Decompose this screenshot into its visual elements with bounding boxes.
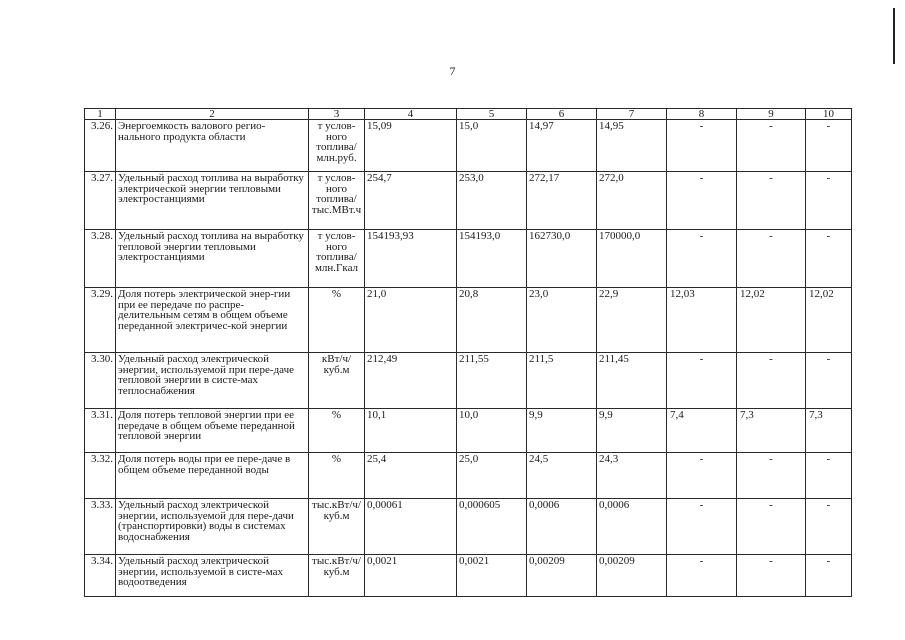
header-cell: 6 <box>527 109 597 120</box>
indicator-name: Удельный расход топлива на выработку тепловой энергии тепловыми электростанциями <box>116 230 309 288</box>
value-col4: 0,00061 <box>365 499 457 555</box>
header-cell: 1 <box>85 109 116 120</box>
value-col4: 212,49 <box>365 353 457 409</box>
value-col7: 14,95 <box>597 120 667 172</box>
page-number: 7 <box>449 64 456 78</box>
value-col8: - <box>667 230 737 288</box>
value-col7: 211,45 <box>597 353 667 409</box>
value-col6: 9,9 <box>527 409 597 453</box>
table-row <box>85 409 852 453</box>
unit: % <box>309 409 365 453</box>
value-col4: 10,1 <box>365 409 457 453</box>
row-number: 3.30. <box>85 353 116 409</box>
unit: тыс.кВт/ч/ куб.м <box>309 499 365 555</box>
value-col6: 0,0006 <box>527 499 597 555</box>
value-col8: - <box>667 453 737 499</box>
table-row <box>85 353 852 409</box>
value-col4: 254,7 <box>365 172 457 230</box>
value-col6: 0,00209 <box>527 555 597 597</box>
value-col9: - <box>737 230 806 288</box>
value-col10: - <box>806 499 852 555</box>
value-col6: 272,17 <box>527 172 597 230</box>
value-col5: 253,0 <box>457 172 527 230</box>
unit: % <box>309 288 365 353</box>
indicator-name: Доля потерь тепловой энергии при ее передаче в общем объеме переданной тепловой энергии <box>116 409 309 453</box>
value-col9: 7,3 <box>737 409 806 453</box>
value-col9: 12,02 <box>737 288 806 353</box>
value-col6: 23,0 <box>527 288 597 353</box>
value-col6: 162730,0 <box>527 230 597 288</box>
value-col8: - <box>667 499 737 555</box>
value-col8: 12,03 <box>667 288 737 353</box>
row-number: 3.26. <box>85 120 116 172</box>
value-col5: 20,8 <box>457 288 527 353</box>
table-row <box>85 230 852 288</box>
row-number: 3.27. <box>85 172 116 230</box>
value-col9: - <box>737 499 806 555</box>
value-col4: 154193,93 <box>365 230 457 288</box>
unit: т услов-ного топлива/ млн.Гкал <box>309 230 365 288</box>
value-col7: 0,00209 <box>597 555 667 597</box>
value-col7: 170000,0 <box>597 230 667 288</box>
unit: кВт/ч/куб.м <box>309 353 365 409</box>
header-cell: 7 <box>597 109 667 120</box>
unit: % <box>309 453 365 499</box>
value-col10: - <box>806 230 852 288</box>
indicator-name: Удельный расход электрической энергии, используемой при пере-даче тепловой энергии в систе-мах теплоснабжения <box>116 353 309 409</box>
value-col10: - <box>806 172 852 230</box>
value-col10: - <box>806 555 852 597</box>
unit: т услов-ного топлива/ тыс.МВт.ч <box>309 172 365 230</box>
value-col5: 15,0 <box>457 120 527 172</box>
value-col9: - <box>737 353 806 409</box>
value-col4: 15,09 <box>365 120 457 172</box>
table-row <box>85 499 852 555</box>
value-col6: 24,5 <box>527 453 597 499</box>
value-col9: - <box>737 555 806 597</box>
value-col8: - <box>667 555 737 597</box>
value-col7: 0,0006 <box>597 499 667 555</box>
value-col8: - <box>667 120 737 172</box>
row-number: 3.28. <box>85 230 116 288</box>
value-col7: 9,9 <box>597 409 667 453</box>
table-row <box>85 453 852 499</box>
indicator-name: Доля потерь электрической энер-гии при ее передаче по распре-делительным сетям в общем объеме переданной электричес-кой энергии <box>116 288 309 353</box>
value-col7: 22,9 <box>597 288 667 353</box>
unit: т услов-ного топлива/ млн.руб. <box>309 120 365 172</box>
value-col8: - <box>667 172 737 230</box>
value-col10: 7,3 <box>806 409 852 453</box>
header-row <box>85 109 852 120</box>
row-number: 3.32. <box>85 453 116 499</box>
header-cell: 2 <box>116 109 309 120</box>
row-number: 3.34. <box>85 555 116 597</box>
value-col7: 272,0 <box>597 172 667 230</box>
header-cell: 5 <box>457 109 527 120</box>
value-col4: 21,0 <box>365 288 457 353</box>
value-col7: 24,3 <box>597 453 667 499</box>
header-cell: 8 <box>667 109 737 120</box>
value-col6: 211,5 <box>527 353 597 409</box>
unit: тыс.кВт/ч/ куб.м <box>309 555 365 597</box>
value-col10: 12,02 <box>806 288 852 353</box>
value-col8: 7,4 <box>667 409 737 453</box>
value-col9: - <box>737 453 806 499</box>
value-col10: - <box>806 353 852 409</box>
row-number: 3.29. <box>85 288 116 353</box>
value-col5: 154193,0 <box>457 230 527 288</box>
row-number: 3.31. <box>85 409 116 453</box>
header-cell: 3 <box>309 109 365 120</box>
header-cell: 4 <box>365 109 457 120</box>
header-cell: 10 <box>806 109 852 120</box>
value-col5: 25,0 <box>457 453 527 499</box>
indicator-name: Доля потерь воды при ее пере-даче в общем объеме переданной воды <box>116 453 309 499</box>
indicator-name: Удельный расход электрической энергии, используемой в систе-мах водоотведения <box>116 555 309 597</box>
indicator-name: Удельный расход топлива на выработку электрической энергии тепловыми электростанциями <box>116 172 309 230</box>
value-col6: 14,97 <box>527 120 597 172</box>
value-col5: 211,55 <box>457 353 527 409</box>
page-edge-mark <box>893 8 895 64</box>
indicators-table <box>84 108 852 597</box>
value-col9: - <box>737 172 806 230</box>
indicator-name: Энергоемкость валового регио-нального продукта области <box>116 120 309 172</box>
row-number: 3.33. <box>85 499 116 555</box>
table-row <box>85 172 852 230</box>
table-row <box>85 555 852 597</box>
indicator-name: Удельный расход электрической энергии, используемой для пере-дачи (транспортировки) воды в системах водоснабжения <box>116 499 309 555</box>
value-col10: - <box>806 453 852 499</box>
value-col4: 25,4 <box>365 453 457 499</box>
header-cell: 9 <box>737 109 806 120</box>
table-row <box>85 288 852 353</box>
value-col8: - <box>667 353 737 409</box>
table-body <box>85 120 852 597</box>
value-col10: - <box>806 120 852 172</box>
value-col5: 0,000605 <box>457 499 527 555</box>
value-col5: 0,0021 <box>457 555 527 597</box>
value-col4: 0,0021 <box>365 555 457 597</box>
value-col9: - <box>737 120 806 172</box>
value-col5: 10,0 <box>457 409 527 453</box>
table-row <box>85 120 852 172</box>
